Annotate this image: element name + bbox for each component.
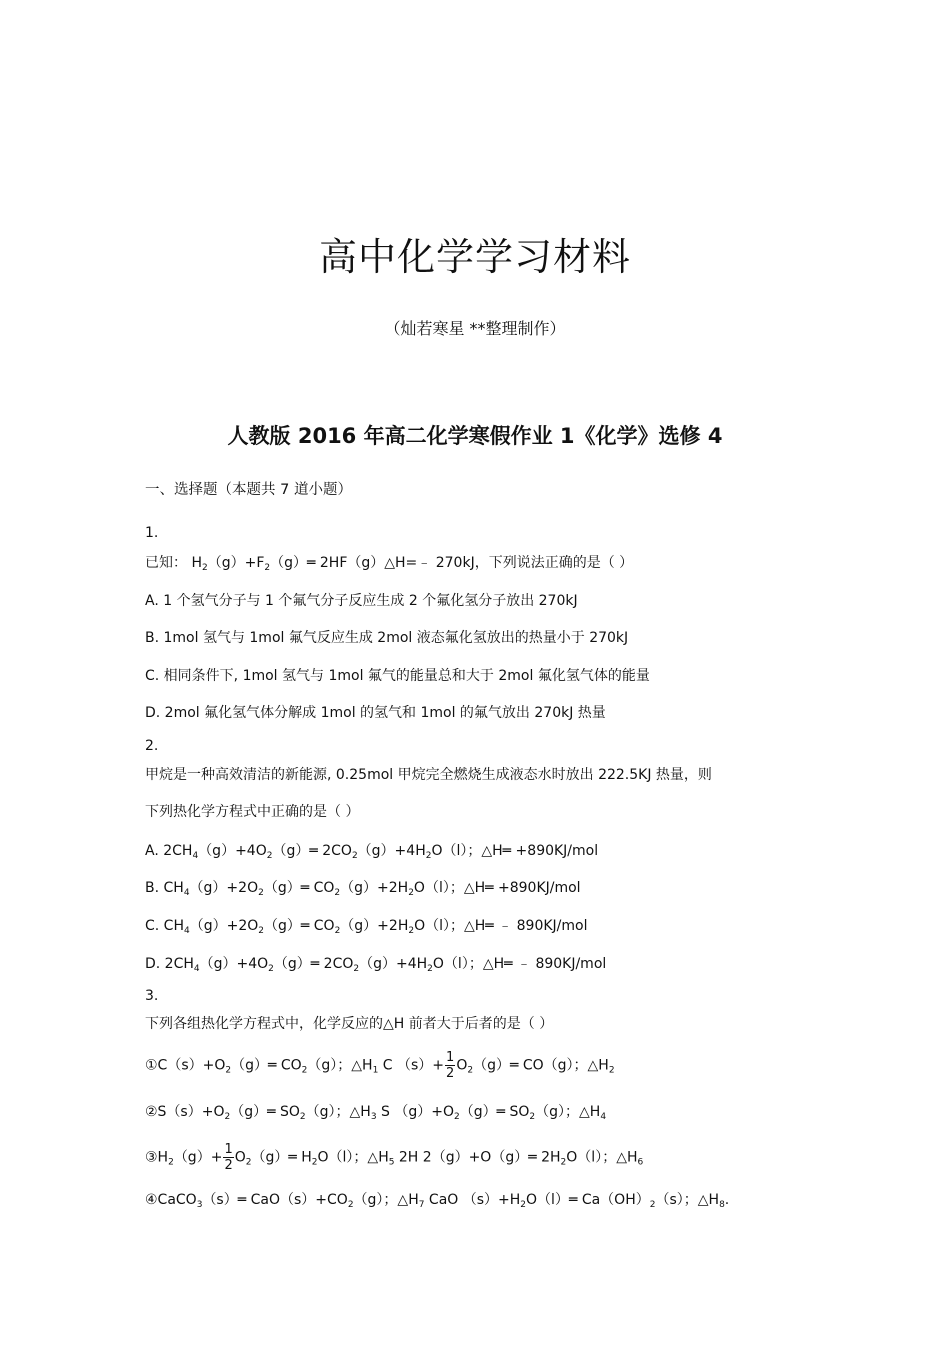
question-3-number: 3. bbox=[145, 988, 159, 1004]
question-1-number: 1. bbox=[145, 525, 159, 541]
question-1-option-a: A. 1 个氢气分子与 1 个氟气分子反应生成 2 个氟化氢分子放出 270kJ bbox=[145, 593, 578, 609]
question-2-option-b: B. $CH_4(g)+2O_2(g)═$ $CO_2(g)+2H_2O(l)$；△H═ +890KJ/mol bbox=[145, 880, 581, 898]
assignment-heading: 人教版 2016 年高二化学寒假作业 1《化学》选修 4 bbox=[227, 424, 723, 448]
fraction-one-half: $\frac{1}{2}$ bbox=[224, 1142, 233, 1173]
page-title: 高中化学学习材料 bbox=[318, 235, 631, 279]
question-1-option-b: B. 1mol 氢气与 1mol 氟气反应生成 2mol 液态氟化氢放出的热量小于 270kJ bbox=[145, 630, 629, 646]
question-2-number: 2. bbox=[145, 738, 159, 754]
question-3-stem: 下列各组热化学方程式中，化学反应的△H 前者大于后者的是（ ） bbox=[145, 1016, 554, 1032]
question-1-option-c: C. 相同条件下, 1mol 氢气与 1mol 氟气的能量总和大于 2mol 氟化氢气体的能量 bbox=[145, 668, 650, 684]
question-2-option-d: D. $2CH_4(g)+4O_2(g)═$ $2CO_2(g)+4H_2O(l)$；△H═ ﹣ 890KJ/mol bbox=[145, 956, 607, 974]
fraction-one-half: $\frac{1}{2}$ bbox=[446, 1050, 455, 1081]
question-2-option-c: C. $CH_4(g)+2O_2(g)═$ $CO_2(g)+2H_2O(l)$；△H═ ﹣ 890KJ/mol bbox=[145, 918, 588, 936]
question-3-row-1: $①C(s)+O_2(g)═$ $CO_2(g)$；$\triangle H_1$ C （s）+ $\frac{1}{2}$ $O_2(g)═$ CO（g）；$\triangle H_2$ bbox=[145, 1050, 615, 1081]
question-1-stem: 已知： $H_2(g)+F_2(g)═$ 2HF（g）△H=﹣ 270kJ，下列说法正确的是（ ） bbox=[145, 555, 634, 573]
section-heading: 一、选择题（本题共 7 道小题） bbox=[145, 482, 352, 498]
question-3-row-4: ④CaCO$_3$（s）═ $CaO(s)+CO_2(g)$；$\triangle H_7$ CaO $(s)+H_2O(l)═$ $Ca(OH)_2(s)$；$\triangle H_8$. bbox=[145, 1192, 730, 1210]
page-subtitle: （灿若寒星 **整理制作） bbox=[384, 319, 566, 338]
question-2-stem-line-1: 甲烷是一种高效清洁的新能源, 0.25mol 甲烷完全燃烧生成液态水时放出 222.5KJ 热量，则 bbox=[145, 767, 712, 783]
question-2-option-a: A. $2CH_4(g)+4O_2(g)═$ $2CO_2(g)+4H_2O(l)$；△H═ +890KJ/mol bbox=[145, 843, 599, 861]
question-3-row-2: $②S(s)+O_2(g)═$ $SO_2(g)$；$\triangle H_3$ S $(g)+O_2(g)═$ $SO_2(g)$；$\triangle H_4$ bbox=[145, 1104, 607, 1122]
question-1-option-d: D. 2mol 氟化氢气体分解成 1mol 的氢气和 1mol 的氟气放出 270kJ 热量 bbox=[145, 705, 606, 721]
question-2-stem-line-2: 下列热化学方程式中正确的是（ ） bbox=[145, 804, 360, 820]
question-3-row-3: $③H_2(g)+$ $\frac{1}{2}$ $O_2(g)═$ $H_2O(l)$；$\triangle H_5$ 2H 2（g）+O（g）═ $2H_2O(l)$；$\triangle H_6$ bbox=[145, 1142, 644, 1173]
